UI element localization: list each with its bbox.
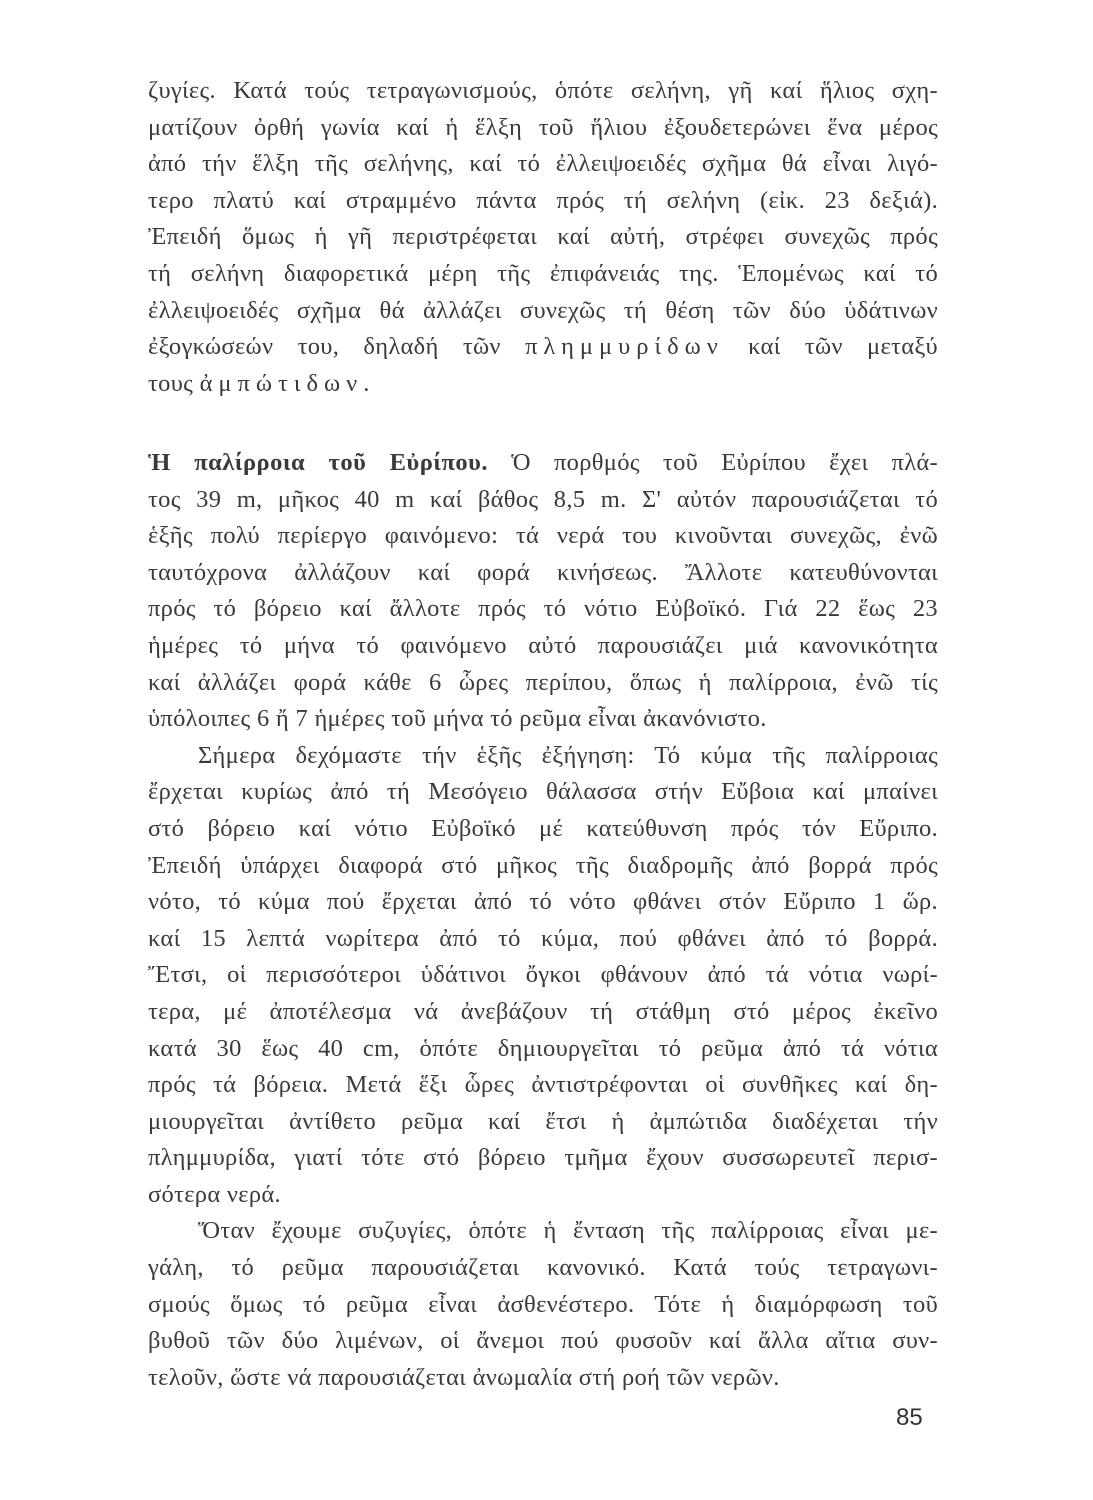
text-line: [148, 445, 938, 482]
text-line: πρός τά βόρεια. Μετά ἕξι ὧρες ἀντιστρέφονται οἱ συνθῆκες καί δη-: [148, 1071, 938, 1099]
text-line: ἑξῆς πολύ περίεργο φαινόμενο: τά νερά του κινοῦνται συνεχῶς, ἐνῶ: [148, 522, 938, 550]
text-line: ἔρχεται κυρίως ἀπό τή Μεσόγειο θάλασσα στήν Εὔβοια καί μπαίνει: [148, 778, 938, 806]
text-line: τελοῦν, ὥστε νά παρουσιάζεται ἀνωμαλία στή ροή τῶν νερῶν.: [148, 1363, 780, 1391]
text-segment: ἐξογκώσεών του, δηλαδή τῶν: [148, 333, 501, 361]
text-line: σμούς ὅμως τό ρεῦμα εἶναι ἀσθενέστερο. Τότε ἡ διαμόρφωση τοῦ: [148, 1290, 938, 1318]
text-line: ἀπό τήν ἕλξη τῆς σελήνης, καί τό ἐλλειψοειδές σχῆμα θά εἶναι λιγό-: [148, 150, 938, 178]
text-line: σότερα νερά.: [148, 1180, 281, 1208]
text-line: γάλη, τό ρεῦμα παρουσιάζεται κανονικό. Κατά τούς τετραγωνι-: [148, 1254, 938, 1282]
spaced-term-low-tide: ἀμπώτιδων: [199, 369, 364, 397]
text-line: Ἔτσι, οἱ περισσότεροι ὑδάτινοι ὄγκοι φθάνουν ἀπό τά νότια νωρί-: [148, 961, 938, 989]
text-line: [148, 329, 938, 366]
page-number: 85: [896, 1404, 923, 1431]
text-line: καί ἀλλάζει φορά κάθε 6 ὧρες περίπου, ὅπως ἡ παλίρροια, ἐνῶ τίς: [148, 668, 938, 696]
text-line: πλημμυρίδα, γιατί τότε στό βόρειο τμῆμα ἔχουν συσσωρευτεῖ περισ-: [148, 1144, 938, 1172]
text-line: μιουργεῖται ἀντίθετο ρεῦμα καί ἔτσι ἡ ἀμπώτιδα διαδέχεται τήν: [148, 1107, 938, 1135]
text-line: τος 39 m, μῆκος 40 m καί βάθος 8,5 m. Σ' αὐτόν παρουσιάζεται τό: [148, 485, 938, 513]
text-line: ζυγίες. Κατά τούς τετραγωνισμούς, ὁπότε σελήνη, γῆ καί ἥλιος σχη-: [148, 77, 938, 104]
text-line: Σήμερα δεχόμαστε τήν ἑξῆς ἐξήγηση: Τό κύμα τῆς παλίρροιας: [198, 741, 938, 769]
text-line: ταυτόχρονα ἀλλάζουν καί φορά κινήσεως. Ἄλλοτε κατευθύνονται: [148, 558, 938, 586]
text-line: Ἐπειδή ὅμως ἡ γῆ περιστρέφεται καί αὐτή, στρέφει συνεχῶς πρός: [148, 223, 938, 251]
text-line: ὑπόλοιπες 6 ἤ 7 ἡμέρες τοῦ μήνα τό ρεῦμα εἶναι ἀκανόνιστο.: [148, 705, 767, 733]
text-segment: καί τῶν μεταξύ: [748, 333, 938, 361]
text-segment: .: [363, 369, 370, 397]
text-line: τερα, μέ ἀποτέλεσμα νά ἀνεβάζουν τή στάθμη στό μέρος ἐκεῖνο: [148, 997, 938, 1025]
text-segment: τους: [148, 369, 194, 397]
text-line: καί 15 λεπτά νωρίτερα ἀπό τό κύμα, πού φθάνει ἀπό τό βορρά.: [148, 924, 938, 952]
text-line: βυθοῦ τῶν δύο λιμένων, οἱ ἄνεμοι πού φυσοῦν καί ἄλλα αἴτια συν-: [148, 1327, 938, 1355]
section-heading: Ἡ παλίρροια τοῦ Εὐρίπου.: [148, 449, 488, 476]
text-line: Ὅταν ἔχουμε συζυγίες, ὁπότε ἡ ἔνταση τῆς παλίρροιας εἶναι με-: [198, 1217, 938, 1245]
text-segment: Ὁ πορθμός τοῦ Εὐρίπου ἔχει πλά-: [511, 449, 938, 476]
text-line: ἡμέρες τό μήνα τό φαινόμενο αὐτό παρουσιάζει μιά κανονικότητα: [148, 631, 938, 659]
paragraph-tides-ellipsoid: [148, 73, 938, 402]
text-line: ἐλλειψοειδές σχῆμα θά ἀλλάζει συνεχῶς τή θέση τῶν δύο ὑδάτινων: [148, 296, 938, 324]
text-line: κατά 30 ἕως 40 cm, ὁπότε δημιουργεῖται τό ρεῦμα ἀπό τά νότια: [148, 1034, 938, 1062]
text-line: νότο, τό κύμα πού ἔρχεται ἀπό τό νότο φθάνει στόν Εὔριπο 1 ὥρ.: [148, 888, 938, 916]
text-line: Ἐπειδή ὑπάρχει διαφορά στό μῆκος τῆς διαδρομῆς ἀπό βορρά πρός: [148, 851, 938, 879]
text-line: [148, 366, 938, 403]
text-line: στό βόρειο καί νότιο Εὐβοϊκό μέ κατεύθυνση πρός τόν Εὔριπο.: [148, 814, 938, 842]
text-line: τή σελήνη διαφορετικά μέρη τῆς ἐπιφάνειάς της. Ἑπομένως καί τό: [148, 259, 938, 287]
text-line: πρός τό βόρειο καί ἄλλοτε πρός τό νότιο Εὐβοϊκό. Γιά 22 ἕως 23: [148, 595, 938, 623]
text-line: τερο πλατύ καί στραμμένο πάντα πρός τή σελήνη (εἰκ. 23 δεξιά).: [148, 186, 938, 214]
text-line: ματίζουν ὀρθή γωνία καί ἡ ἕλξη τοῦ ἥλιου ἐξουδετερώνει ἕνα μέρος: [148, 113, 938, 141]
section-euripus-tide: [148, 445, 938, 1396]
spaced-term-high-tide: πλημμυρίδων: [525, 333, 724, 361]
